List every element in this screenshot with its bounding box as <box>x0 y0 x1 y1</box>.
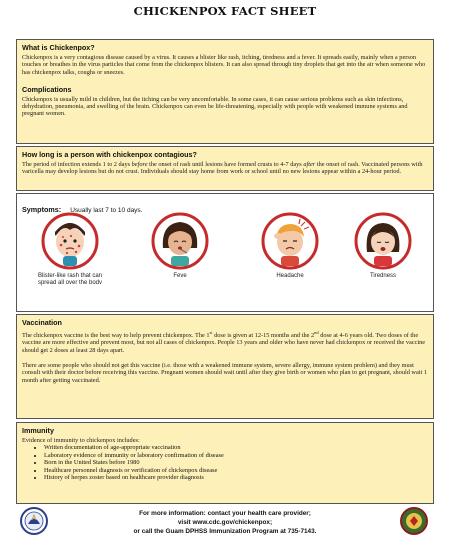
what-heading: What is Chickenpox? <box>22 43 95 52</box>
symptoms-duration: Usually last 7 to 10 days. <box>70 207 143 214</box>
symptoms-section <box>16 193 434 312</box>
immunity-intro: Evidence of immunity to chickenpox includes: <box>22 437 140 444</box>
footer-line-1: For more information: contact your health care provider; <box>139 510 311 517</box>
list-item: • Written documentation of age-appropriate vaccination <box>44 444 428 451</box>
contagious-body: The period of infection extends 1 to 2 days before the onset of rash until lesions have formed crusts to 4-7 days after the onset of rash. Vaccinated persons with varicella may develop lesions but do not crust. Individuals should stay home from work or school until no new lesions appear within a 24-hour period. <box>22 161 423 176</box>
footer-contact <box>0 509 450 536</box>
page-title: CHICKENPOX FACT SHEET <box>133 4 317 18</box>
contagious-heading: How long is a person with chickenpox contagious? <box>22 150 197 159</box>
symptoms-heading: Symptoms: <box>22 205 62 214</box>
symptom-caption: Blister-like rash that can spread all over the bodv <box>37 273 103 286</box>
immunization-program-logo <box>400 507 428 535</box>
symptom-rash <box>35 212 105 287</box>
vaccination-body-1: The chickenpox vaccine is the best way to help prevent chickenpox. The 1st dose is given at 12-15 months and the 2nd dose at 4-6 years old. Two doses of the vaccine are more effective and prevent most, but not all cases of chickenpox. People 13 years and older who have never had chickenpox or received the vaccine should get 2 doses at least 28 days apart. <box>22 330 426 354</box>
list-item: • Laboratory evidence of immunity or laboratory confirmation of disease <box>44 452 428 459</box>
footer-line-3: or call the Guam DPHSS Immunization Program at 735-7143. <box>133 528 317 535</box>
headache-child-icon <box>261 212 319 270</box>
complications-body: Chickenpox is usually mild in children, but the itching can be very uncomfortable. In some cases, it can cause serious problems such as skin infections, dehydration, pneumonia, and swelling of the brain. Chickenpox can even be life-threatening, especially with people with weakened immune systems and pregnant women. <box>22 95 408 118</box>
immunity-list <box>44 444 428 481</box>
fever-child-icon <box>151 212 209 270</box>
tired-child-icon <box>354 212 412 270</box>
vaccination-body-2: There are some people who should not get this vaccine (i.e. those with a weakened immune system, severe allergy, immune system problem) and they must consult with their doctor before receiving this vaccine. Pregnant women should wait until after they give birth or women who plan to get pregnant, should wait 1 month after getting vaccinated. <box>22 361 427 384</box>
vaccination-heading: Vaccination <box>22 318 62 327</box>
symptom-caption: Feve <box>173 273 187 279</box>
list-item: • History of herpes zoster based on healthcare provider diagnosis <box>44 474 428 481</box>
contagious-section <box>16 146 434 191</box>
complications-heading: Complications <box>22 84 72 94</box>
rash-child-icon <box>41 212 99 270</box>
symptom-fever <box>145 212 215 280</box>
immunity-heading: Immunity <box>22 426 54 435</box>
what-is-chickenpox-section <box>16 39 434 144</box>
list-item: • Born in the United States before 1980 <box>44 459 428 466</box>
symptom-caption: Tiredness <box>369 273 397 279</box>
what-body: Chickenpox is a very contagious disease caused by a virus. It causes a blister like rash, itching, tiredness and a fever. It spreads easily, mainly when a person touches or breathes in the virus particles that come from the chickenpox blisters. It can also spread through tiny droplets that get into the air when someone who has chickenpox talks, coughs or sneezes. <box>22 54 426 76</box>
footer-line-2: visit www.cdc.gov/chickenpox; <box>177 519 273 526</box>
immunity-section <box>16 422 434 504</box>
symptom-caption: Headache <box>276 273 304 279</box>
list-item: • Healthcare personnel diagnosis or verification of chickenpox disease <box>44 467 428 474</box>
vaccination-section <box>16 314 434 419</box>
symptom-headache <box>255 212 325 280</box>
symptom-tiredness <box>348 212 418 280</box>
